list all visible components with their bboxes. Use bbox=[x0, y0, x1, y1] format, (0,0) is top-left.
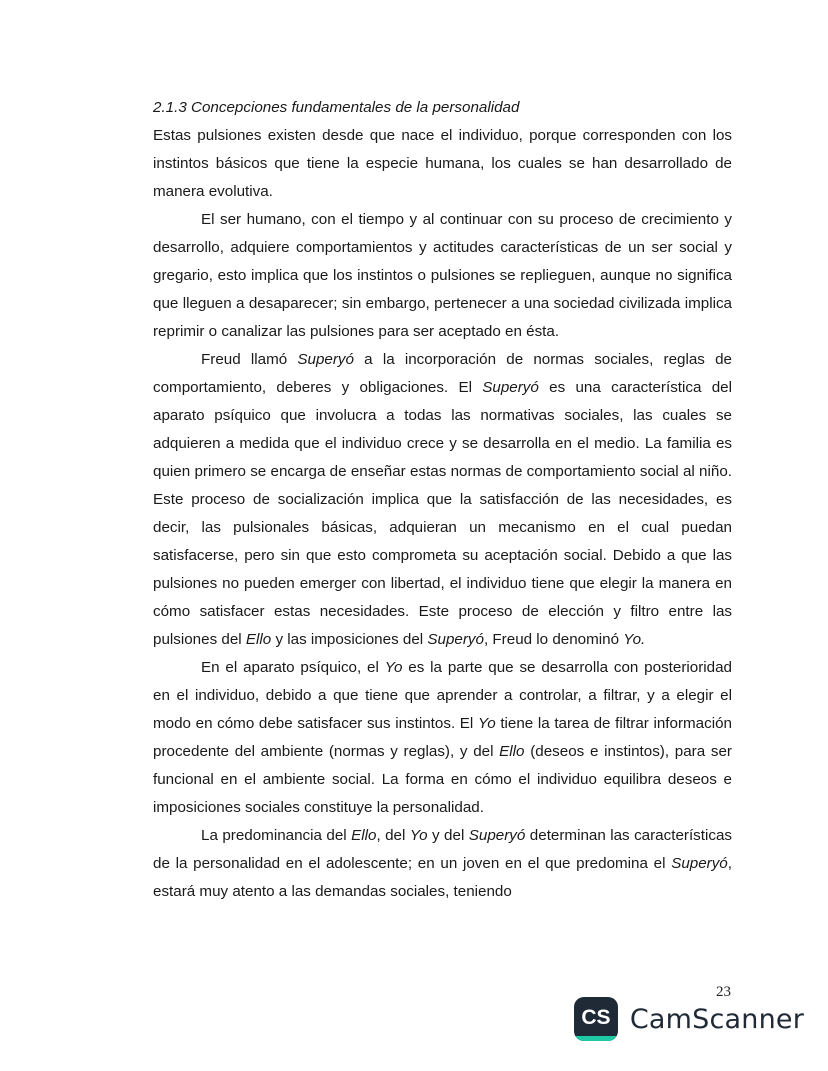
italic-term: Ello bbox=[351, 827, 377, 844]
text-run: La predominancia del bbox=[201, 827, 352, 844]
paragraph bbox=[153, 654, 732, 822]
camscanner-brand-name: CamScanner bbox=[629, 1003, 804, 1035]
italic-term: Yo bbox=[409, 827, 428, 844]
italic-term: Ello bbox=[499, 743, 525, 760]
text-run: En el aparato psíquico, el bbox=[201, 659, 385, 676]
camscanner-logo-badge-text: CS bbox=[581, 1005, 611, 1029]
text-run: , del bbox=[376, 827, 410, 844]
paragraph bbox=[153, 822, 732, 906]
text-run: determinan las características de la personalidad en el adolescente; en un joven en el que predomina el bbox=[153, 827, 732, 872]
italic-term: Superyó bbox=[468, 827, 526, 844]
italic-term: Ello bbox=[245, 631, 272, 648]
paragraph bbox=[153, 346, 732, 654]
italic-term: Yo. bbox=[623, 631, 646, 648]
text-run: es una característica del aparato psíquico que involucra a todas las normativas sociales, las cuales se adquieren a medida que el individuo crece y se desarrolla en el medio. La familia es quien primero se encarga de enseñar estas normas de comportamiento social al niño. Este proceso de socialización implica que la satisfacción de las necesidades, es decir, las pulsionales básicas, adquieran un mecanismo en el cual puedan satisfacerse, pero sin que esto comprometa su aceptación social. Debido a que las pulsiones no pueden emerger con libertad, el individuo tiene que elegir la manera en cómo satisfacer estas necesidades. Este proceso de elección y filtro entre las pulsiones del bbox=[153, 379, 732, 648]
text-run: Estas pulsiones existen desde que nace el individuo, porque corresponden con los instintos básicos que tiene la especie humana, los cuales se han desarrollado de manera evolutiva. bbox=[153, 127, 732, 200]
paragraph bbox=[153, 122, 732, 206]
italic-term: Yo bbox=[477, 715, 496, 732]
text-run: y del bbox=[427, 827, 469, 844]
paragraph bbox=[153, 206, 732, 346]
italic-term: Superyó bbox=[671, 855, 728, 872]
section-heading: 2.1.3 Concepciones fundamentales de la personalidad bbox=[153, 99, 520, 116]
text-run: y las imposiciones del bbox=[271, 631, 428, 648]
text-run: El ser humano, con el tiempo y al continuar con su proceso de crecimiento y desarrollo, adquiere comportamientos y actitudes características de un ser social y gregario, esto implica que los instintos o pulsiones se replieguen, aunque no significa que lleguen a desaparecer; sin embargo, pertenecer a una sociedad civilizada implica reprimir o canalizar las pulsiones para ser aceptado en ésta. bbox=[153, 211, 732, 340]
page-number: 23 bbox=[716, 984, 731, 1000]
text-run: es la parte que se desarrolla con posterioridad en el individuo, debido a que tiene que aprender a controlar, a filtrar, y a elegir el modo en cómo debe satisfacer sus instintos. El bbox=[153, 659, 732, 732]
text-run: , Freud lo denominó bbox=[483, 631, 624, 648]
text-run: a la incorporación de normas sociales, reglas de comportamiento, deberes y obligaciones. El bbox=[153, 351, 732, 396]
text-run: , estará muy atento a las demandas sociales, teniendo bbox=[153, 855, 732, 900]
text-run: tiene la tarea de filtrar información procedente del ambiente (normas y reglas), y del bbox=[153, 715, 732, 760]
camscanner-logo-icon bbox=[574, 997, 618, 1041]
body-text bbox=[153, 94, 732, 906]
camscanner-watermark bbox=[574, 994, 804, 1044]
italic-term: Superyó bbox=[297, 351, 354, 368]
italic-term: Superyó bbox=[482, 379, 539, 396]
paragraphs bbox=[153, 122, 732, 906]
text-run: (deseos e instintos), para ser funcional en el ambiente social. La forma en cómo el individuo equilibra deseos e imposiciones sociales constituye la personalidad. bbox=[153, 743, 732, 816]
italic-term: Yo bbox=[384, 659, 403, 676]
italic-term: Superyó bbox=[427, 631, 484, 648]
text-run: Freud llamó bbox=[201, 351, 298, 368]
